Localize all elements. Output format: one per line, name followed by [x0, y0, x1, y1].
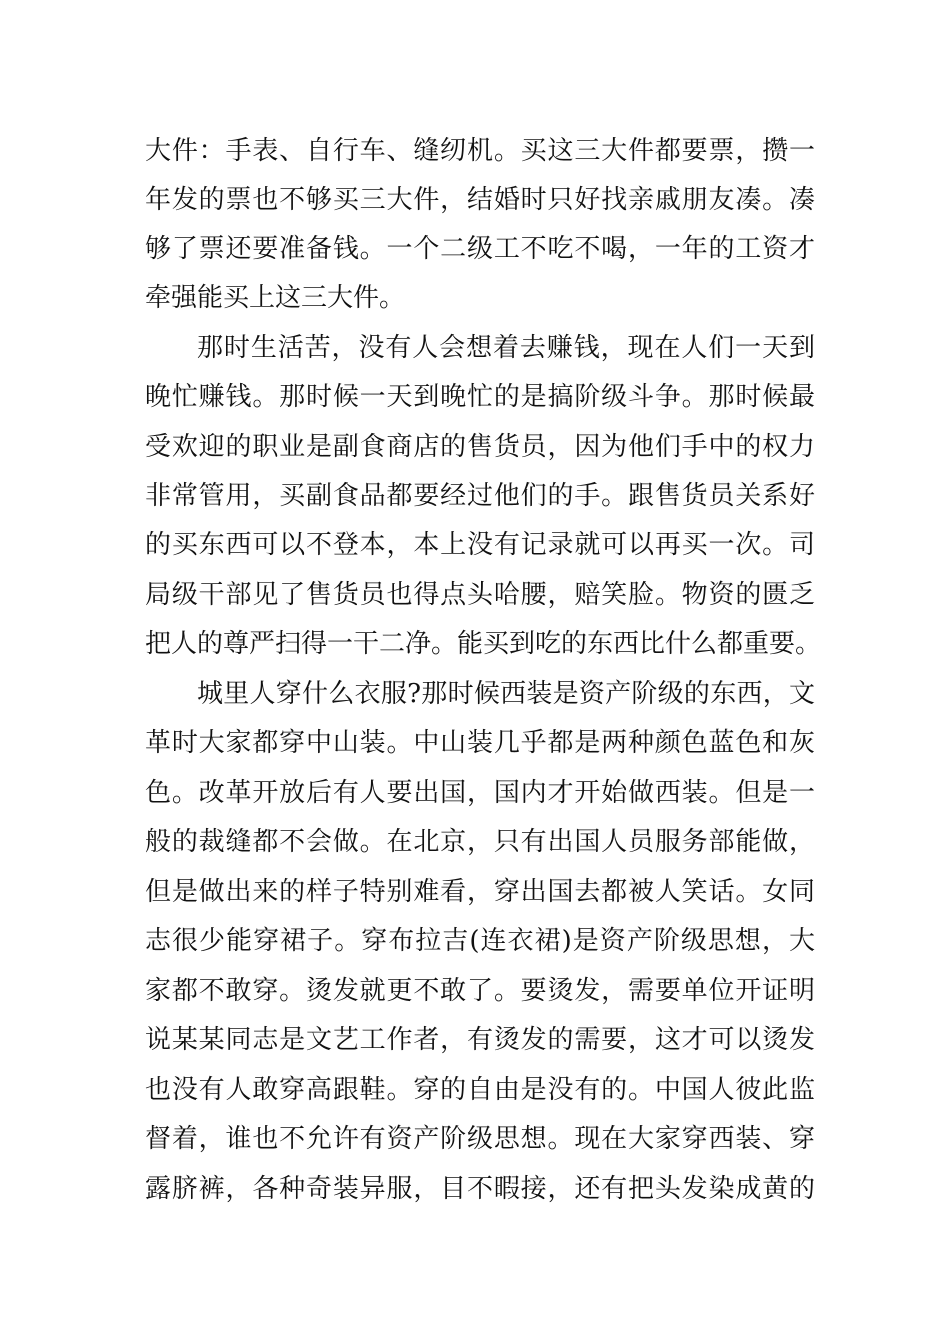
- text-line: 非常管用，买副食品都要经过他们的手。跟售货员关系好: [145, 481, 815, 511]
- text-line: 年发的票也不够买三大件，结婚时只好找亲戚朋友凑。凑: [145, 185, 815, 215]
- text-line: 大件：手表、自行车、缝纫机。买这三大件都要票，攒一: [145, 136, 815, 166]
- text-line: 革时大家都穿中山装。中山装几乎都是两种颜色蓝色和灰: [145, 728, 815, 758]
- text-line: 露脐裤，各种奇装异服，目不暇接，还有把头发染成黄的: [145, 1174, 815, 1204]
- text-line: 把人的尊严扫得一干二净。能买到吃的东西比什么都重要。: [145, 629, 822, 659]
- text-line: 色。改革开放后有人要出国，国内才开始做西装。但是一: [145, 778, 815, 808]
- text-line: 说某某同志是文艺工作者，有烫发的需要，这才可以烫发: [145, 1025, 815, 1055]
- text-line: 局级干部见了售货员也得点头哈腰，赔笑脸。物资的匮乏: [145, 580, 815, 610]
- text-line: 也没有人敢穿高跟鞋。穿的自由是没有的。中国人彼此监: [145, 1075, 815, 1105]
- text-line: 般的裁缝都不会做。在北京，只有出国人员服务部能做，: [145, 827, 815, 857]
- text-line: 牵强能买上这三大件。: [145, 283, 406, 313]
- text-line: 家都不敢穿。烫发就更不敢了。要烫发，需要单位开证明: [145, 976, 815, 1006]
- text-line: 城里人穿什么衣服?那时候西装是资产阶级的东西，文: [197, 679, 815, 709]
- text-line: 的买东西可以不登本，本上没有记录就可以再买一次。司: [145, 530, 815, 560]
- text-line: 志很少能穿裙子。穿布拉吉(连衣裙)是资产阶级思想，大: [145, 926, 815, 956]
- text-line: 那时生活苦，没有人会想着去赚钱，现在人们一天到: [197, 333, 815, 363]
- text-line: 督着，谁也不允许有资产阶级思想。现在大家穿西装、穿: [145, 1124, 815, 1154]
- text-line: 晚忙赚钱。那时候一天到晚忙的是搞阶级斗争。那时候最: [145, 382, 815, 412]
- text-line: 够了票还要准备钱。一个二级工不吃不喝，一年的工资才: [145, 234, 815, 264]
- text-line: 但是做出来的样子特别难看，穿出国去都被人笑话。女同: [145, 877, 815, 907]
- text-line: 受欢迎的职业是副食商店的售货员，因为他们手中的权力: [145, 432, 815, 462]
